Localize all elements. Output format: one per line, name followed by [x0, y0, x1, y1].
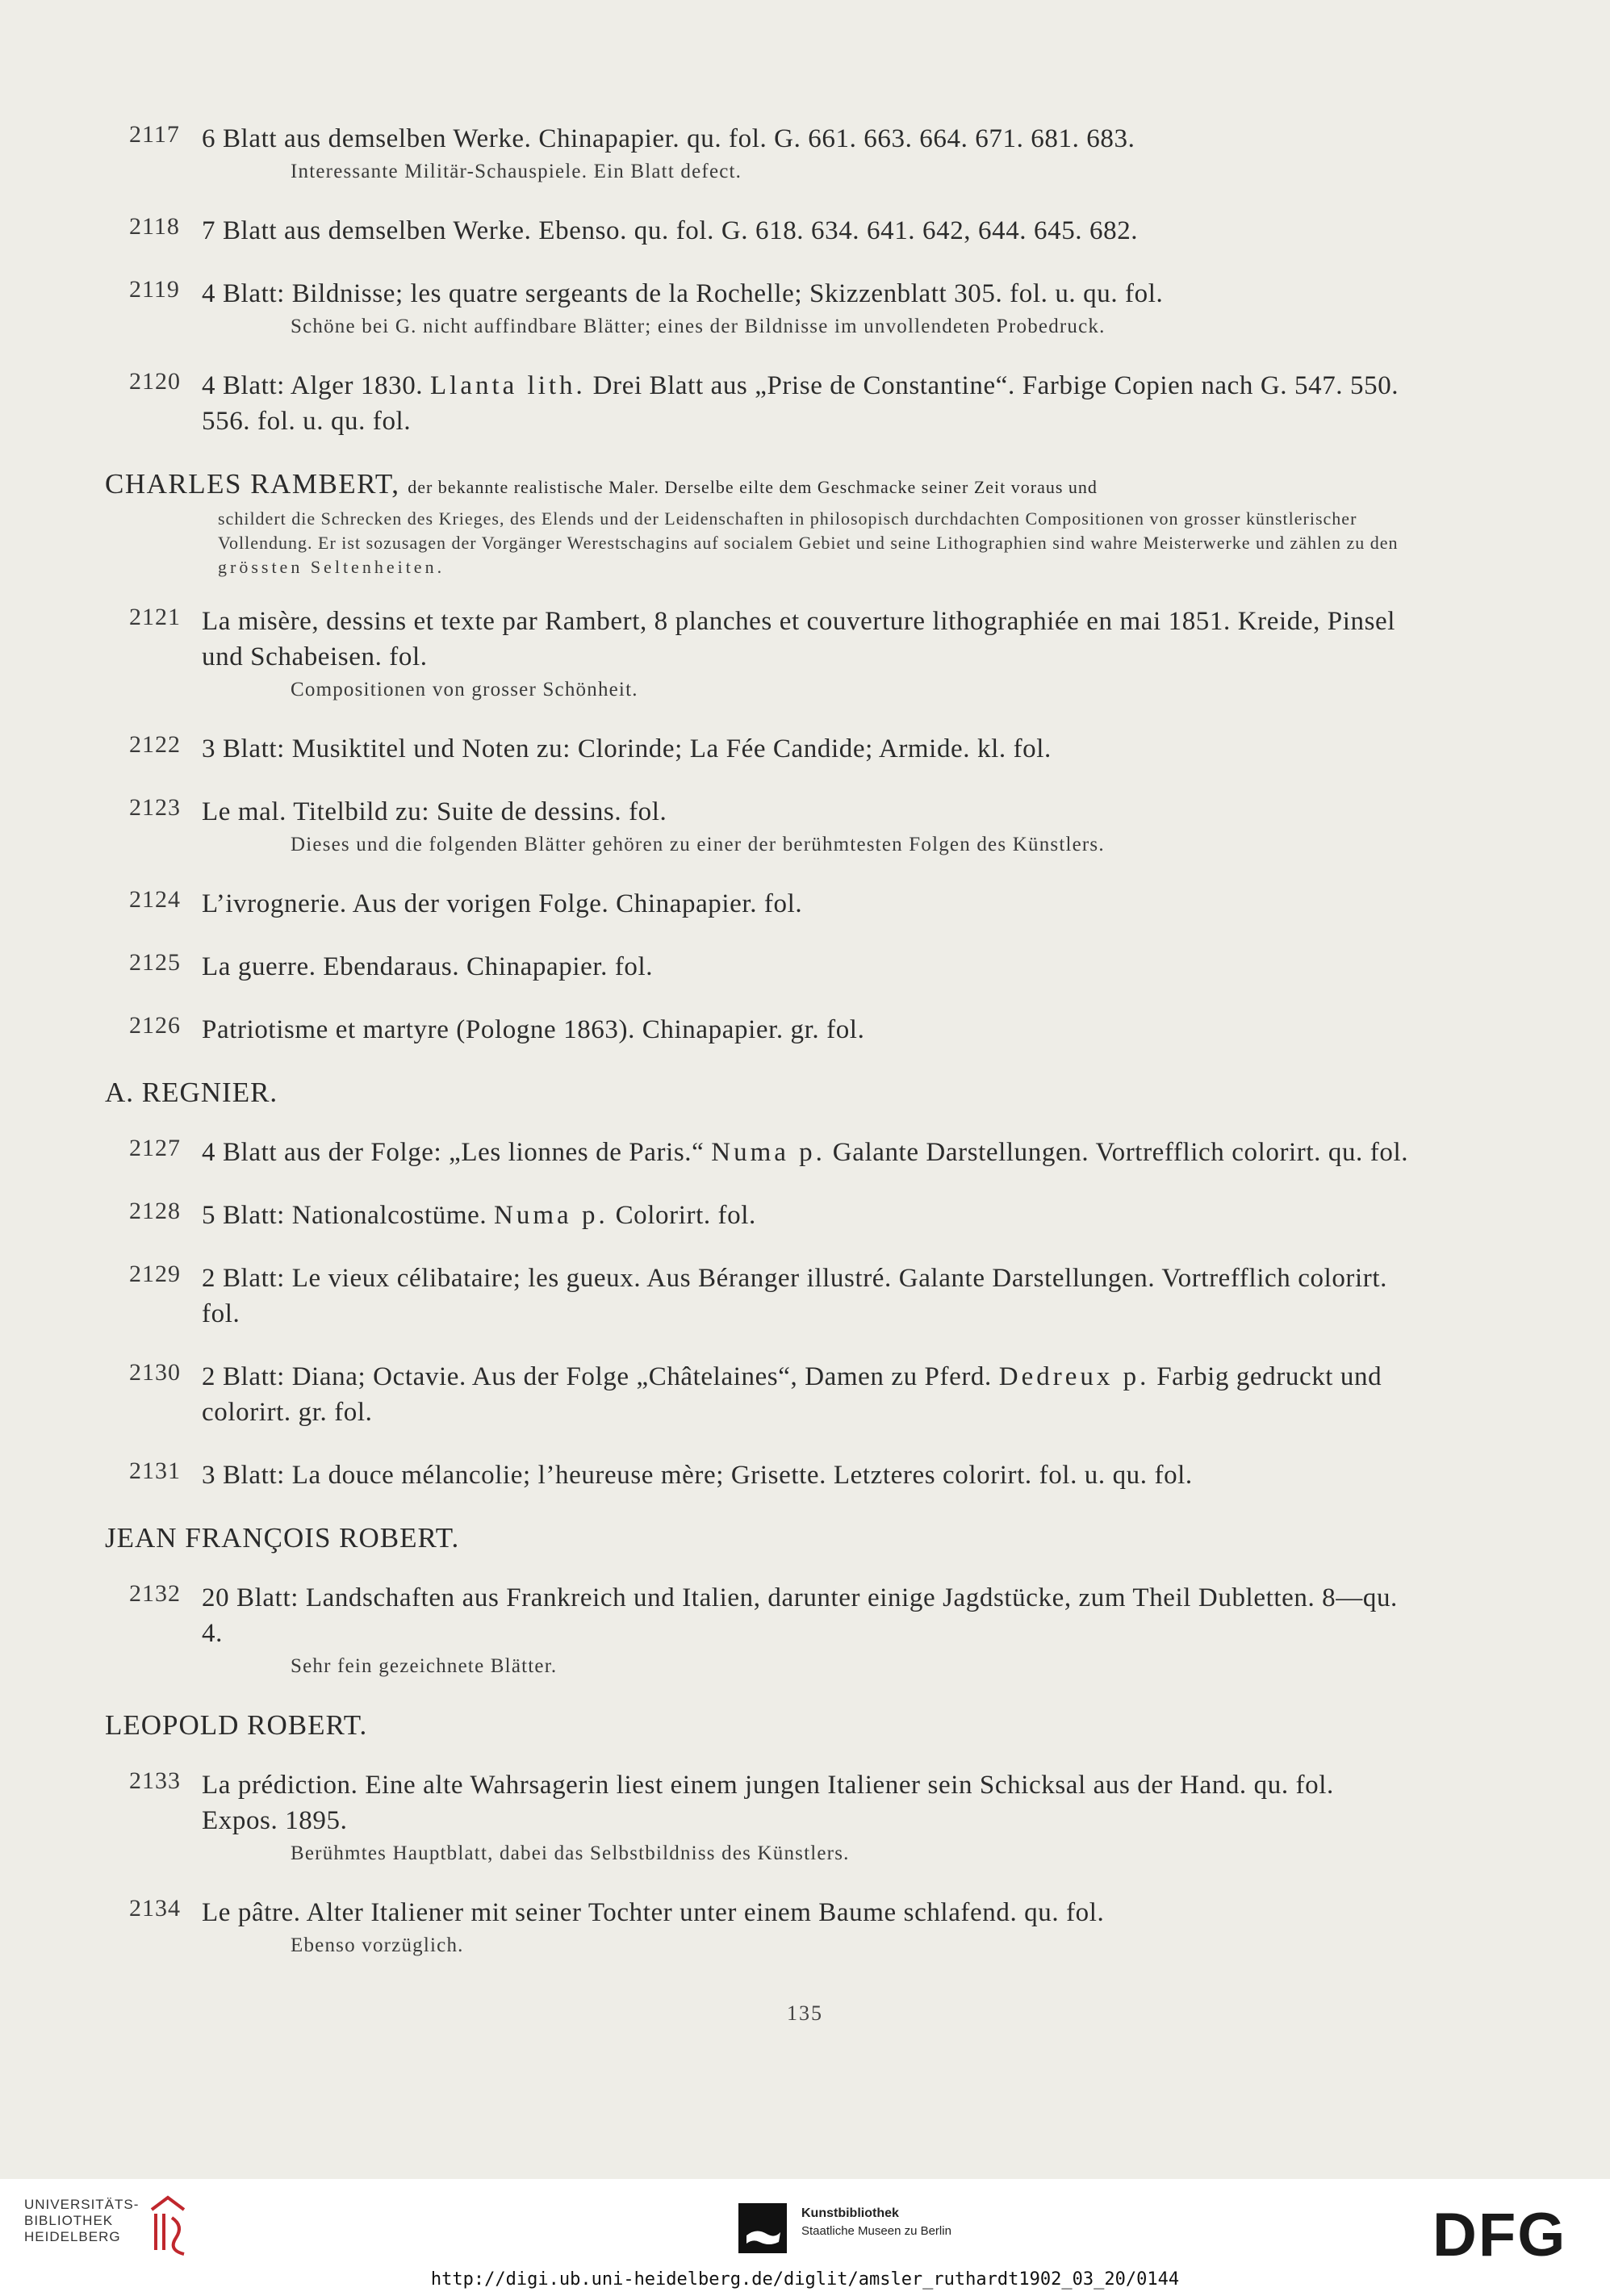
- artist-section-regnier: [105, 1075, 1412, 1110]
- kunstbibliothek-subtitle: Staatliche Museen zu Berlin: [801, 2224, 951, 2238]
- artist-description-continued: [218, 507, 1412, 579]
- catalog-entry: [105, 121, 1412, 186]
- ub-logo-line: BIBLIOTHEK: [24, 2213, 114, 2228]
- entry-text: 3 Blatt: Musiktitel und Noten zu: Clorinde; La Fée Candide; Armide. kl. fol.: [202, 734, 1052, 763]
- entry-text-part: Galante Darstellungen. Vortrefflich colorirt. qu. fol.: [832, 1138, 1409, 1167]
- entry-text: La prédiction. Eine alte Wahrsagerin liest einem jungen Italiener sein Schicksal aus der Hand. qu. fol. Expos. 1895.: [202, 1771, 1334, 1835]
- kunstbibliothek-title: Kunstbibliothek: [801, 2206, 899, 2220]
- entry-number: 2124: [129, 886, 181, 913]
- entry-text: Patriotisme et martyre (Pologne 1863). Chinapapier. gr. fol.: [202, 1015, 865, 1044]
- artist-heading: LEOPOLD ROBERT.: [105, 1709, 368, 1741]
- entry-note: Compositionen von grosser Schönheit.: [291, 679, 638, 701]
- artist-description-text: schildert die Schrecken des Krieges, des Elends und der Leidenschaften in philosopisch durchdachten Compositionen von grosser künstlerischer Vollendung. Er ist sozusagen der Vorgänger Werestschagins auf socialem Gebiet und seine Lithographien sind wahre Meisterwerke und zählen zu den: [218, 508, 1399, 553]
- entry-text: [202, 1135, 1412, 1170]
- entry-number: 2134: [129, 1895, 181, 1922]
- entry-number: 2121: [129, 604, 181, 630]
- entry-note: Interessante Militär-Schauspiele. Ein Blatt defect.: [291, 161, 742, 182]
- entry-text-part: 5 Blatt: Nationalcostüme.: [202, 1201, 487, 1230]
- catalog-entry: [105, 1767, 1412, 1867]
- entry-number: 2118: [129, 213, 180, 240]
- entry-text-part: 4 Blatt: Alger 1830.: [202, 371, 424, 400]
- entry-number: 2128: [129, 1198, 181, 1224]
- ub-logo-line: UNIVERSITÄTS-: [24, 2197, 140, 2212]
- catalog-entry: [105, 604, 1412, 704]
- entry-number: 2120: [129, 368, 181, 395]
- catalog-entry: [105, 1359, 1412, 1430]
- catalog-entry: [105, 1457, 1412, 1493]
- ub-logo-line: HEIDELBERG: [24, 2229, 121, 2244]
- entry-number: 2119: [129, 276, 180, 303]
- entry-note: Schöne bei G. nicht auffindbare Blätter; eines der Bildnisse im unvollendeten Probedruck.: [291, 316, 1106, 337]
- entry-number: 2122: [129, 731, 181, 758]
- entry-text-part: 2 Blatt: Diana; Octavie. Aus der Folge „Châtelaines“, Damen zu Pferd.: [202, 1362, 992, 1391]
- entry-number: 2130: [129, 1359, 181, 1386]
- catalog-entry: [105, 1261, 1412, 1332]
- entry-number: 2126: [129, 1012, 181, 1039]
- artist-section-rambert: [105, 466, 1412, 579]
- ub-heidelberg-mark-icon: [144, 2194, 192, 2258]
- entry-text: La misère, dessins et texte par Rambert, 8 planches et couverture lithographiée en mai 1851. Kreide, Pinsel und Schabeisen. fol.: [202, 607, 1396, 671]
- source-url[interactable]: http://digi.ub.uni-heidelberg.de/diglit/amsler_ruthardt1902_03_20/0144: [430, 2269, 1180, 2290]
- entry-number: 2133: [129, 1767, 181, 1794]
- entry-number: 2131: [129, 1457, 181, 1484]
- catalog-entry: [105, 886, 1412, 922]
- entry-artist-credit: Llanta lith.: [430, 371, 586, 400]
- kunstbibliothek-logo-icon: [738, 2203, 787, 2253]
- artist-description-emphasis: grössten Seltenheiten.: [218, 557, 445, 577]
- artist-section-jf-robert: [105, 1520, 1412, 1556]
- entry-number: 2125: [129, 949, 181, 976]
- catalog-entry: [105, 276, 1412, 341]
- catalog-entry: [105, 731, 1412, 767]
- catalog-content: [105, 121, 1412, 1987]
- entry-text: L’ivrognerie. Aus der vorigen Folge. Chinapapier. fol.: [202, 889, 803, 918]
- catalog-entry: [105, 368, 1412, 439]
- artist-heading: [105, 466, 1412, 505]
- entry-text: 2 Blatt: Le vieux célibataire; les gueux. Aus Béranger illustré. Galante Darstellungen. Vortrefflich colorirt. fol.: [202, 1264, 1387, 1328]
- dfg-logo[interactable]: DFG: [1432, 2201, 1567, 2269]
- ub-heidelberg-logo[interactable]: [24, 2197, 139, 2245]
- artist-name: CHARLES RAMBERT,: [105, 468, 400, 500]
- entry-note: Ebenso vorzüglich.: [291, 1934, 464, 1956]
- entry-note: Sehr fein gezeichnete Blätter.: [291, 1655, 558, 1677]
- entry-note: Dieses und die folgenden Blätter gehören zu einer der berühmtesten Folgen des Künstlers.: [291, 834, 1105, 855]
- entry-text: 7 Blatt aus demselben Werke. Ebenso. qu. fol. G. 618. 634. 641. 642, 644. 645. 682.: [202, 216, 1139, 245]
- catalog-entry: [105, 1580, 1412, 1680]
- catalog-entry: [105, 794, 1412, 859]
- entry-artist-credit: Numa p.: [711, 1138, 826, 1167]
- entry-text-part: 4 Blatt aus der Folge: „Les lionnes de Paris.“: [202, 1138, 705, 1167]
- entry-number: 2129: [129, 1261, 181, 1287]
- catalog-entry: [105, 1895, 1412, 1959]
- entry-text: 20 Blatt: Landschaften aus Frankreich und Italien, darunter einige Jagdstücke, zum Theil Dubletten. 8—qu. 4.: [202, 1583, 1398, 1648]
- entry-text: [202, 1359, 1412, 1430]
- entry-text: 3 Blatt: La douce mélancolie; l’heureuse mère; Grisette. Letzteres colorirt. fol. u. qu. fol.: [202, 1461, 1193, 1490]
- page-number: 135: [787, 2001, 823, 2025]
- artist-heading: A. REGNIER.: [105, 1077, 278, 1108]
- entry-text: Le pâtre. Alter Italiener mit seiner Tochter unter einem Baume schlafend. qu. fol.: [202, 1898, 1105, 1927]
- entry-text-part: Farbig gedruckt und colorirt. gr. fol.: [202, 1362, 1382, 1427]
- entry-text: La guerre. Ebendaraus. Chinapapier. fol.: [202, 952, 654, 981]
- catalog-entry: [105, 1012, 1412, 1048]
- entry-number: 2127: [129, 1135, 181, 1161]
- catalog-entry: [105, 949, 1412, 985]
- entry-text: [202, 1198, 1412, 1233]
- entry-number: 2123: [129, 794, 181, 821]
- entry-text: 4 Blatt: Bildnisse; les quatre sergeants de la Rochelle; Skizzenblatt 305. fol. u. qu. fol.: [202, 279, 1164, 308]
- entry-artist-credit: Dedreux p.: [998, 1362, 1150, 1391]
- artist-heading: JEAN FRANÇOIS ROBERT.: [105, 1522, 460, 1554]
- artist-section-l-robert: [105, 1708, 1412, 1743]
- entry-text: [202, 368, 1412, 439]
- entry-text: 6 Blatt aus demselben Werke. Chinapapier. qu. fol. G. 661. 663. 664. 671. 681. 683.: [202, 124, 1135, 153]
- entry-text-part: Colorirt. fol.: [615, 1201, 756, 1230]
- catalog-entry: [105, 213, 1412, 249]
- entry-number: 2117: [129, 121, 180, 148]
- catalog-entry: [105, 1135, 1412, 1170]
- entry-text-part: Drei Blatt aus „Prise de Constantine“. Farbige Copien nach G. 547. 550. 556. fol. u. qu. fol.: [202, 371, 1399, 436]
- entry-note: Berühmtes Hauptblatt, dabei das Selbstbildniss des Künstlers.: [291, 1842, 850, 1864]
- catalog-entry: [105, 1198, 1412, 1233]
- entry-number: 2132: [129, 1580, 181, 1607]
- kunstbibliothek-credit[interactable]: [801, 2205, 951, 2240]
- artist-description: der bekannte realistische Maler. Derselbe eilte dem Geschmacke seiner Zeit voraus und: [408, 477, 1098, 497]
- entry-text: Le mal. Titelbild zu: Suite de dessins. fol.: [202, 797, 667, 826]
- entry-artist-credit: Numa p.: [494, 1201, 608, 1230]
